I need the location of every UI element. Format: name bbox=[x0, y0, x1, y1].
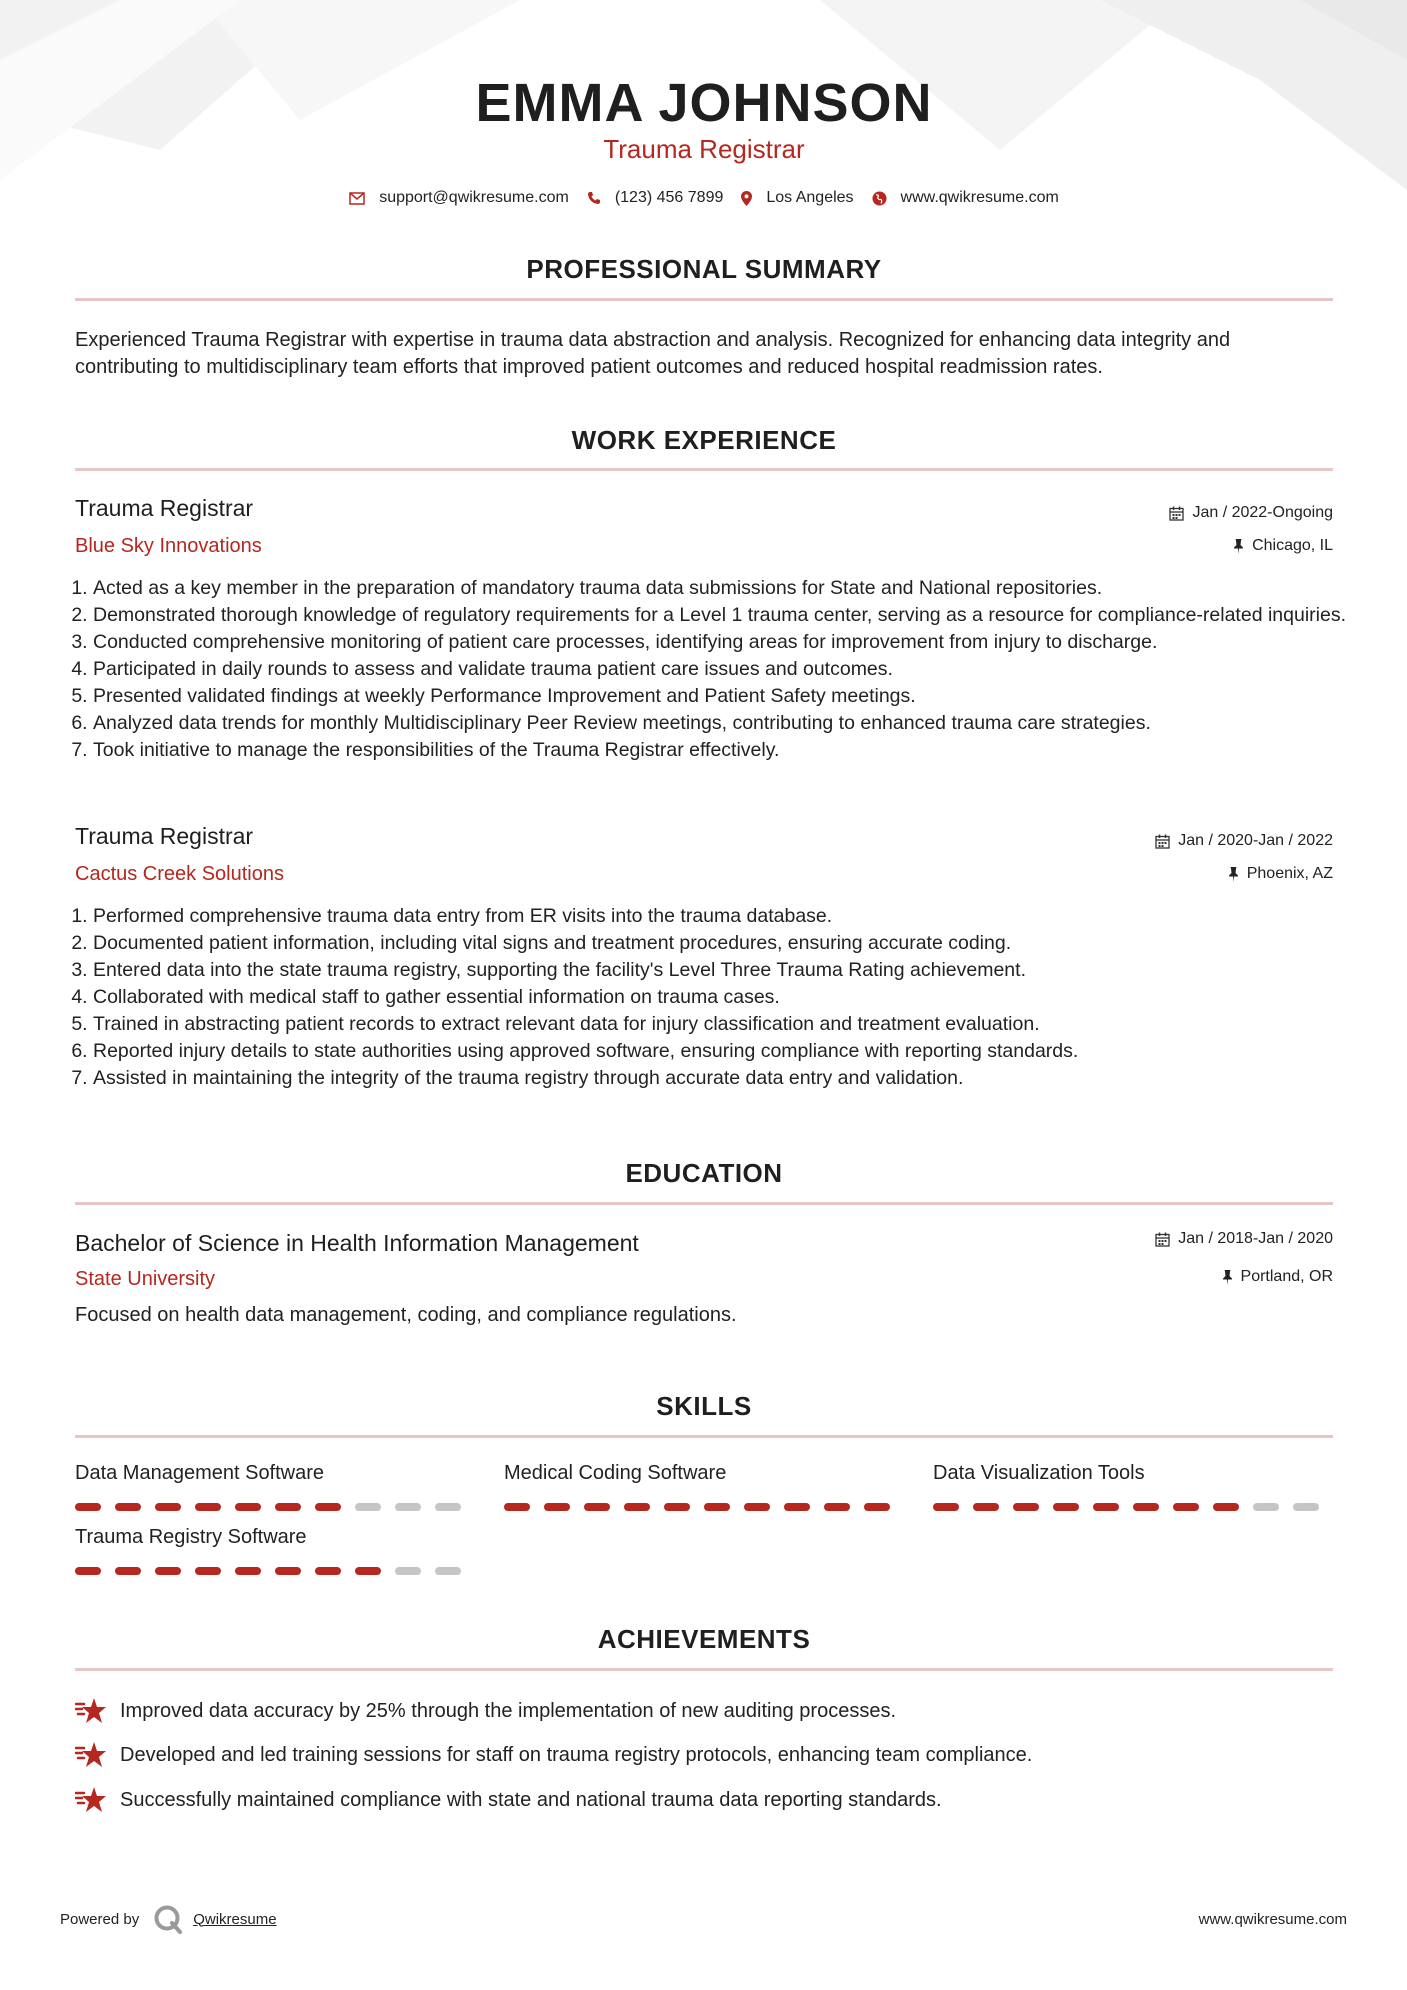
skill-segment-filled bbox=[1093, 1503, 1119, 1511]
skill-segment-filled bbox=[584, 1503, 610, 1511]
education-dates-text: Jan / 2018-Jan / 2020 bbox=[1178, 1230, 1333, 1247]
job-1-role: Trauma Registrar bbox=[75, 495, 254, 521]
skill-segment-filled bbox=[973, 1503, 999, 1511]
job-1-dates bbox=[1169, 504, 1333, 522]
skill-segment-filled bbox=[1133, 1503, 1159, 1511]
job-2-bullet: 3. Entered data into the state trauma registry, supporting the facility's Level Three Trauma Rating achievement. bbox=[93, 957, 1351, 984]
achievements-divider bbox=[75, 1668, 1333, 1671]
education-location bbox=[1222, 1268, 1333, 1286]
job-2-bullet: 2. Documented patient information, including vital signs and treatment procedures, ensuring accurate coding. bbox=[93, 930, 1351, 957]
skill-segment-filled bbox=[275, 1567, 301, 1575]
achievement-text: Improved data accuracy by 25% through the implementation of new auditing processes. bbox=[120, 1699, 896, 1722]
achievement-item bbox=[75, 1697, 1333, 1725]
footer bbox=[60, 1904, 1347, 1934]
skill-name: Data Management Software bbox=[75, 1462, 325, 1484]
job-1-bullet: 2. Demonstrated thorough knowledge of regulatory requirements for a Level 1 trauma center, serving as a resource for compliance-related inquiries. bbox=[93, 602, 1351, 629]
skill-item bbox=[933, 1462, 1333, 1511]
education-description: Focused on health data management, coding, and compliance regulations. bbox=[75, 1304, 737, 1326]
skill-segment-filled bbox=[744, 1503, 770, 1511]
skills-divider bbox=[75, 1435, 1333, 1438]
skill-segment-filled bbox=[115, 1503, 141, 1511]
calendar-icon bbox=[1169, 506, 1184, 521]
skill-segment-filled bbox=[195, 1503, 221, 1511]
skill-segment-filled bbox=[1173, 1503, 1199, 1511]
star-award-icon bbox=[75, 1741, 107, 1769]
education-degree: Bachelor of Science in Health Information Management bbox=[75, 1230, 639, 1256]
skill-name: Trauma Registry Software bbox=[75, 1526, 307, 1548]
candidate-name: EMMA JOHNSON bbox=[475, 73, 933, 133]
job-1-location bbox=[1233, 537, 1333, 555]
website-text: www.qwikresume.com bbox=[900, 189, 1059, 206]
contact-location bbox=[741, 189, 853, 207]
job-2-role: Trauma Registrar bbox=[75, 823, 254, 849]
skill-segment-filled bbox=[195, 1567, 221, 1575]
brand-link[interactable]: Qwikresume bbox=[193, 1910, 277, 1928]
calendar-icon bbox=[1155, 1232, 1170, 1247]
summary-heading: PROFESSIONAL SUMMARY bbox=[526, 254, 882, 284]
education-dates bbox=[1155, 1230, 1333, 1248]
summary-text: Experienced Trauma Registrar with expertise in trauma data abstraction and analysis. Recognized for enhancing data integrity and contributing to multidisciplinary team efforts that improved patient outcomes and reduced hospital readmission rates. bbox=[75, 329, 1231, 378]
job-1-bullet: 4. Participated in daily rounds to assess and validate trauma patient care issues and outcomes. bbox=[93, 656, 1351, 683]
job-2-company: Cactus Creek Solutions bbox=[75, 863, 284, 885]
job-1-bullet: 6. Analyzed data trends for monthly Multidisciplinary Peer Review meetings, contributing to enhanced trauma care strategies. bbox=[93, 710, 1351, 737]
job-1-company: Blue Sky Innovations bbox=[75, 535, 262, 557]
skill-level-bar bbox=[504, 1503, 904, 1511]
skill-segment-filled bbox=[1053, 1503, 1079, 1511]
job-1-location-text: Chicago, IL bbox=[1252, 537, 1333, 554]
contact-phone[interactable] bbox=[587, 189, 724, 207]
summary-divider bbox=[75, 298, 1333, 301]
skill-segment-filled bbox=[704, 1503, 730, 1511]
globe-icon bbox=[872, 191, 887, 206]
job-1-bullet: 7. Took initiative to manage the responsibilities of the Trauma Registrar effectively. bbox=[93, 737, 1351, 764]
skill-segment-filled bbox=[784, 1503, 810, 1511]
skill-segment-filled bbox=[1013, 1503, 1039, 1511]
job-2-location bbox=[1228, 865, 1333, 883]
job-2-bullet: 5. Trained in abstracting patient records to extract relevant data for injury classification and treatment evaluation. bbox=[93, 1011, 1351, 1038]
skill-segment-filled bbox=[315, 1503, 341, 1511]
job-2-bullet: 7. Assisted in maintaining the integrity of the trauma registry through accurate data entry and validation. bbox=[93, 1065, 1351, 1092]
powered-by-label: Powered by bbox=[60, 1910, 140, 1928]
skill-segment-filled bbox=[275, 1503, 301, 1511]
pushpin-icon bbox=[1228, 867, 1239, 882]
contact-bar bbox=[75, 189, 1333, 207]
job-1-bullet: 5. Presented validated findings at weekly Performance Improvement and Patient Safety meetings. bbox=[93, 683, 1351, 710]
job-2-dates bbox=[1155, 832, 1333, 850]
location-text: Los Angeles bbox=[766, 189, 854, 206]
calendar-icon bbox=[1155, 834, 1170, 849]
skill-segment-empty bbox=[435, 1567, 461, 1575]
job-2-bullets bbox=[75, 903, 1351, 1092]
pushpin-icon bbox=[1233, 539, 1244, 554]
job-2-bullet: 6. Reported injury details to state authorities using approved software, ensuring compliance with reporting standards. bbox=[93, 1038, 1351, 1065]
skill-segment-empty bbox=[395, 1567, 421, 1575]
education-school: State University bbox=[75, 1268, 216, 1290]
candidate-title: Trauma Registrar bbox=[603, 134, 805, 164]
achievement-text: Successfully maintained compliance with state and national trauma data reporting standards. bbox=[120, 1788, 942, 1811]
skill-segment-filled bbox=[544, 1503, 570, 1511]
skill-segment-filled bbox=[315, 1567, 341, 1575]
phone-text: (123) 456 7899 bbox=[614, 189, 724, 206]
job-1-bullets bbox=[75, 575, 1351, 764]
experience-divider bbox=[75, 468, 1333, 471]
skill-segment-filled bbox=[155, 1567, 181, 1575]
skill-segment-filled bbox=[864, 1503, 890, 1511]
footer-website[interactable]: www.qwikresume.com bbox=[1198, 1910, 1347, 1928]
skill-name: Data Visualization Tools bbox=[933, 1462, 1145, 1484]
contact-email[interactable] bbox=[349, 189, 569, 207]
star-award-icon bbox=[75, 1786, 107, 1814]
skill-item bbox=[75, 1526, 475, 1575]
job-1-bullet: 1. Acted as a key member in the preparation of mandatory trauma data submissions for State and National repositories. bbox=[93, 575, 1351, 602]
skill-segment-filled bbox=[1213, 1503, 1239, 1511]
skill-segment-filled bbox=[235, 1567, 261, 1575]
job-1-bullet: 3. Conducted comprehensive monitoring of patient care processes, identifying areas for improvement from injury to discharge. bbox=[93, 629, 1351, 656]
skill-item bbox=[504, 1462, 904, 1511]
pushpin-icon bbox=[1222, 1270, 1233, 1285]
star-award-icon bbox=[75, 1697, 107, 1725]
skill-segment-filled bbox=[75, 1503, 101, 1511]
achievement-text: Developed and led training sessions for staff on trauma registry protocols, enhancing team compliance. bbox=[120, 1743, 1033, 1766]
skill-segment-empty bbox=[1293, 1503, 1319, 1511]
skill-segment-empty bbox=[1253, 1503, 1279, 1511]
skill-segment-filled bbox=[115, 1567, 141, 1575]
skill-segment-empty bbox=[395, 1503, 421, 1511]
education-heading: EDUCATION bbox=[625, 1158, 783, 1188]
experience-heading: WORK EXPERIENCE bbox=[571, 425, 837, 455]
skill-segment-filled bbox=[824, 1503, 850, 1511]
achievement-item bbox=[75, 1786, 1333, 1814]
qwikresume-logo-icon bbox=[153, 1904, 183, 1934]
skill-level-bar bbox=[75, 1567, 475, 1575]
skill-item bbox=[75, 1462, 475, 1511]
skill-segment-filled bbox=[355, 1567, 381, 1575]
job-2-location-text: Phoenix, AZ bbox=[1246, 865, 1333, 882]
skill-name: Medical Coding Software bbox=[504, 1462, 727, 1484]
skill-segment-filled bbox=[235, 1503, 261, 1511]
skill-level-bar bbox=[933, 1503, 1333, 1511]
achievements-heading: ACHIEVEMENTS bbox=[597, 1624, 811, 1654]
map-pin-icon bbox=[741, 191, 752, 206]
education-divider bbox=[75, 1202, 1333, 1205]
achievement-item bbox=[75, 1741, 1333, 1769]
contact-website[interactable] bbox=[872, 189, 1059, 207]
envelope-icon bbox=[349, 192, 365, 205]
skill-segment-filled bbox=[933, 1503, 959, 1511]
job-2-dates-text: Jan / 2020-Jan / 2022 bbox=[1178, 832, 1333, 849]
skill-segment-empty bbox=[435, 1503, 461, 1511]
skill-level-bar bbox=[75, 1503, 475, 1511]
job-1-dates-text: Jan / 2022-Ongoing bbox=[1192, 504, 1333, 521]
email-text: support@qwikresume.com bbox=[379, 189, 569, 206]
skill-segment-filled bbox=[75, 1567, 101, 1575]
education-location-text: Portland, OR bbox=[1240, 1268, 1333, 1285]
skill-segment-empty bbox=[355, 1503, 381, 1511]
skill-segment-filled bbox=[664, 1503, 690, 1511]
skill-segment-filled bbox=[624, 1503, 650, 1511]
skill-segment-filled bbox=[504, 1503, 530, 1511]
job-2-bullet: 4. Collaborated with medical staff to gather essential information on trauma cases. bbox=[93, 984, 1351, 1011]
phone-icon bbox=[587, 191, 601, 205]
skill-segment-filled bbox=[155, 1503, 181, 1511]
skills-heading: SKILLS bbox=[656, 1391, 752, 1421]
job-2-bullet: 1. Performed comprehensive trauma data entry from ER visits into the trauma database. bbox=[93, 903, 1351, 930]
